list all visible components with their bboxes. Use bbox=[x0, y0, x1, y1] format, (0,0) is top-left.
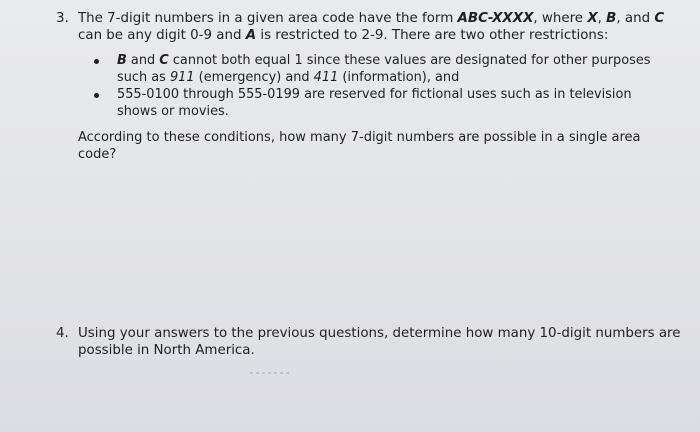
variable-c: C bbox=[654, 11, 665, 26]
q3-text-segment: is restricted to 2-9. There are two other restrictions: bbox=[256, 28, 609, 43]
question-3-number: 3. bbox=[56, 11, 69, 26]
q3-text-segment: , bbox=[597, 11, 607, 26]
variable-c: C bbox=[159, 53, 169, 68]
q3-text-segment: , and bbox=[616, 11, 655, 26]
q3-text-segment: The 7-digit numbers in a given area code have the form bbox=[78, 11, 458, 26]
restriction-2-line-1: 555-0100 through 555-0199 are reserved for fictional uses such as in television bbox=[117, 87, 632, 102]
bullet-icon bbox=[94, 93, 99, 98]
q3-text-segment: and bbox=[126, 53, 160, 68]
variable-b: B bbox=[606, 11, 617, 26]
bullet-icon bbox=[94, 59, 99, 64]
question-4-line-1: Using your answers to the previous questions, determine how many 10-digit numbers are bbox=[78, 326, 681, 341]
restriction-item-1 bbox=[78, 53, 666, 86]
q3-text-segment: cannot both equal 1 since these values are designated for other purposes bbox=[168, 53, 651, 68]
q3-text-segment: (information), and bbox=[338, 69, 460, 85]
number-911: 911 bbox=[169, 69, 195, 85]
form-expression: ABC-XXXX bbox=[457, 11, 534, 26]
question-3-line-2 bbox=[78, 27, 666, 44]
restriction-2-line-2: shows or movies. bbox=[117, 103, 229, 119]
question-3-prompt-line-2: code? bbox=[78, 147, 117, 162]
restriction-list bbox=[78, 53, 666, 120]
q3-text-segment: such as bbox=[117, 69, 170, 85]
question-3-prompt bbox=[78, 129, 666, 163]
variable-b: B bbox=[117, 53, 127, 68]
restriction-item-2 bbox=[78, 87, 666, 120]
q3-text-segment: (emergency) and bbox=[194, 69, 314, 85]
question-4 bbox=[56, 325, 681, 359]
question-3-line-1 bbox=[78, 10, 666, 27]
number-411: 411 bbox=[313, 69, 339, 85]
q3-text-segment: , where bbox=[533, 11, 588, 26]
q3-text-segment: can be any digit 0-9 and bbox=[78, 28, 246, 43]
question-3 bbox=[56, 10, 666, 163]
question-4-text bbox=[78, 325, 681, 359]
question-3-text bbox=[78, 10, 666, 120]
question-4-line-2: possible in North America. bbox=[78, 343, 255, 358]
question-3-prompt-line-1: According to these conditions, how many 7-digit numbers are possible in a single area bbox=[78, 130, 641, 145]
question-4-number: 4. bbox=[56, 326, 69, 341]
variable-a: A bbox=[245, 28, 257, 43]
variable-x: X bbox=[587, 11, 598, 26]
paper-smudge bbox=[250, 372, 290, 374]
